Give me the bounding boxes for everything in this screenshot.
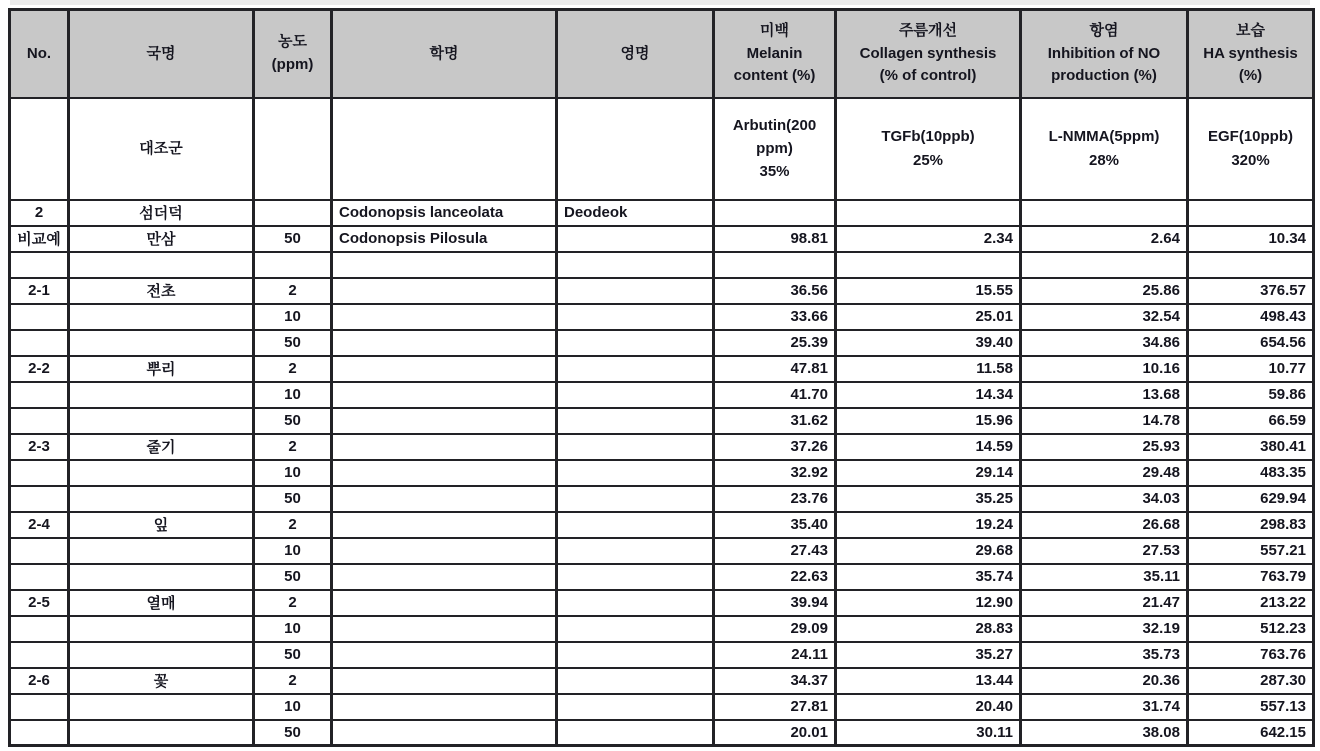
cell-text-line: 28% (1088, 151, 1120, 169)
cell-text-line: 25% (912, 151, 944, 169)
table-cell: 10 (254, 460, 332, 486)
table-cell: 섬더덕 (69, 200, 254, 226)
table-cell: 39.40 (836, 330, 1021, 356)
table-row (10, 590, 1314, 616)
table-cell (10, 408, 69, 434)
table-cell: 2 (254, 356, 332, 382)
table-row (10, 486, 1314, 512)
table-cell: 10 (254, 382, 332, 408)
table-cell: 25.86 (1021, 278, 1188, 304)
control-cell (254, 98, 332, 200)
table-cell: 10.16 (1021, 356, 1188, 382)
cell-text-line: 국명 (146, 44, 176, 62)
column-header-no (10, 10, 69, 98)
table-cell: 36.56 (714, 278, 836, 304)
table-cell: 2.34 (836, 226, 1021, 252)
table-cell: 98.81 (714, 226, 836, 252)
table-cell (332, 434, 557, 460)
cropped-row-strip (10, 0, 1310, 5)
table-cell (557, 486, 714, 512)
table-cell: 2-2 (10, 356, 69, 382)
table-cell: 498.43 (1188, 304, 1314, 330)
cell-text-line: No. (26, 44, 52, 62)
table-cell (1188, 200, 1314, 226)
table-cell: 763.76 (1188, 642, 1314, 668)
cell-text-line: 영명 (620, 44, 650, 62)
cell-text-line: L-NMMA(5ppm) (1048, 128, 1160, 146)
table-cell: 25.39 (714, 330, 836, 356)
table-cell (10, 538, 69, 564)
table-cell: Deodeok (557, 200, 714, 226)
table-cell: 23.76 (714, 486, 836, 512)
column-header-whitening (714, 10, 836, 98)
control-cell (10, 98, 69, 200)
table-cell (332, 668, 557, 694)
cell-text-line: 학명 (429, 44, 459, 62)
table-cell: 2 (254, 434, 332, 460)
table-cell (332, 642, 557, 668)
table-cell (557, 616, 714, 642)
table-cell: 35.27 (836, 642, 1021, 668)
table-cell (254, 200, 332, 226)
table-cell (10, 330, 69, 356)
table-row (10, 382, 1314, 408)
table-cell: 50 (254, 720, 332, 746)
table-cell (332, 616, 557, 642)
table-cell: 38.08 (1021, 720, 1188, 746)
table-cell (69, 694, 254, 720)
table-cell (332, 304, 557, 330)
table-cell (10, 694, 69, 720)
table-cell: 2-3 (10, 434, 69, 460)
table-cell: 2 (10, 200, 69, 226)
table-cell (557, 694, 714, 720)
cell-text-line: (%) (1238, 67, 1263, 84)
control-cell (714, 98, 836, 200)
table-row (10, 694, 1314, 720)
table-cell (836, 200, 1021, 226)
cell-text-line: HA synthesis (1203, 44, 1298, 62)
table-row (10, 408, 1314, 434)
table-cell: 33.66 (714, 304, 836, 330)
table-row (10, 564, 1314, 590)
table-cell: 13.44 (836, 668, 1021, 694)
table-cell: 287.30 (1188, 668, 1314, 694)
table-cell: 35.73 (1021, 642, 1188, 668)
table-cell: 10 (254, 538, 332, 564)
table-cell: 557.21 (1188, 538, 1314, 564)
table-cell: 47.81 (714, 356, 836, 382)
table-cell (714, 252, 836, 278)
table-cell (557, 382, 714, 408)
table-cell (10, 486, 69, 512)
table-cell: 29.48 (1021, 460, 1188, 486)
table-cell: 10 (254, 616, 332, 642)
table-cell: 10 (254, 304, 332, 330)
table-cell: 20.40 (836, 694, 1021, 720)
table-cell: 10.34 (1188, 226, 1314, 252)
table-cell: 2 (254, 512, 332, 538)
table-cell: 전초 (69, 278, 254, 304)
table-cell: 298.83 (1188, 512, 1314, 538)
table-cell (10, 304, 69, 330)
table-cell: 557.13 (1188, 694, 1314, 720)
table-cell: 11.58 (836, 356, 1021, 382)
table-cell (557, 564, 714, 590)
column-header-moisturizing (1188, 10, 1314, 98)
table-cell (1188, 252, 1314, 278)
table-cell (332, 564, 557, 590)
table-cell: Codonopsis lanceolata (332, 200, 557, 226)
table-cell: 32.19 (1021, 616, 1188, 642)
cell-text-line: Arbutin(200 (732, 116, 817, 134)
table-cell (332, 278, 557, 304)
table-cell (557, 642, 714, 668)
header-row (10, 10, 1314, 98)
cell-text-line: production (%) (1051, 67, 1157, 84)
table-cell (10, 642, 69, 668)
cell-text-line: 35% (759, 163, 790, 181)
control-cell (1188, 98, 1314, 200)
table-cell: 41.70 (714, 382, 836, 408)
table-cell: 32.92 (714, 460, 836, 486)
table-row (10, 330, 1314, 356)
table-cell: 14.78 (1021, 408, 1188, 434)
table-cell (69, 486, 254, 512)
table-cell (714, 200, 836, 226)
table-cell: 35.25 (836, 486, 1021, 512)
table-cell (557, 512, 714, 538)
cell-text-line: (ppm) (271, 55, 314, 73)
cell-text-line: 항염 (1089, 22, 1119, 39)
table-cell: 376.57 (1188, 278, 1314, 304)
column-header-concentration (254, 10, 332, 98)
results-table-container (8, 8, 1315, 747)
table-cell (557, 590, 714, 616)
column-header-anti-inflammation (1021, 10, 1188, 98)
table-cell (69, 252, 254, 278)
table-cell: 2 (254, 278, 332, 304)
table-cell: 27.81 (714, 694, 836, 720)
table-cell: 22.63 (714, 564, 836, 590)
table-cell (69, 382, 254, 408)
table-row (10, 278, 1314, 304)
table-cell (69, 304, 254, 330)
table-cell: 2-4 (10, 512, 69, 538)
table-cell: 26.68 (1021, 512, 1188, 538)
column-header-scientific-name (332, 10, 557, 98)
table-cell: 24.11 (714, 642, 836, 668)
table-cell: 줄기 (69, 434, 254, 460)
table-cell (557, 538, 714, 564)
table-cell: 2-6 (10, 668, 69, 694)
cell-text-line: TGFb(10ppb) (881, 128, 975, 146)
table-cell: 20.01 (714, 720, 836, 746)
table-cell: 29.09 (714, 616, 836, 642)
table-cell (332, 252, 557, 278)
table-row (10, 200, 1314, 226)
control-cell (69, 98, 254, 200)
table-cell: 59.86 (1188, 382, 1314, 408)
table-cell: 14.34 (836, 382, 1021, 408)
control-cell (836, 98, 1021, 200)
table-cell (69, 460, 254, 486)
results-table (8, 8, 1315, 747)
table-cell: 2 (254, 590, 332, 616)
table-row (10, 720, 1314, 746)
table-cell: 25.01 (836, 304, 1021, 330)
table-cell: 213.22 (1188, 590, 1314, 616)
table-cell: 34.86 (1021, 330, 1188, 356)
table-row (10, 252, 1314, 278)
cell-text-line: 주름개선 (899, 22, 957, 39)
table-cell (557, 434, 714, 460)
table-cell (10, 616, 69, 642)
table-row (10, 226, 1314, 252)
cell-text-line: 대조군 (139, 139, 183, 157)
cell-text-line: 320% (1231, 151, 1270, 169)
cell-text-line: content (%) (733, 67, 816, 84)
table-cell (332, 512, 557, 538)
table-cell (557, 408, 714, 434)
table-cell (254, 252, 332, 278)
table-cell (10, 720, 69, 746)
table-cell (332, 382, 557, 408)
table-cell (332, 460, 557, 486)
table-cell: 50 (254, 486, 332, 512)
table-cell (69, 720, 254, 746)
table-row (10, 304, 1314, 330)
table-cell: 28.83 (836, 616, 1021, 642)
table-cell: 19.24 (836, 512, 1021, 538)
table-cell (332, 486, 557, 512)
cell-text-line: 보습 (1236, 22, 1265, 39)
table-cell: 12.90 (836, 590, 1021, 616)
table-cell (557, 356, 714, 382)
table-row (10, 356, 1314, 382)
table-cell (10, 252, 69, 278)
table-cell: 34.37 (714, 668, 836, 694)
cell-text-line: EGF(10ppb) (1208, 128, 1293, 146)
table-cell (557, 668, 714, 694)
table-cell: 629.94 (1188, 486, 1314, 512)
table-row (10, 616, 1314, 642)
table-cell (69, 616, 254, 642)
table-cell (557, 252, 714, 278)
table-cell: 512.23 (1188, 616, 1314, 642)
cell-text-line: Melanin (746, 44, 803, 62)
table-cell: 483.35 (1188, 460, 1314, 486)
table-row (10, 460, 1314, 486)
table-cell: 35.40 (714, 512, 836, 538)
table-cell: 31.74 (1021, 694, 1188, 720)
cell-text-line: 미백 (760, 22, 789, 39)
table-cell: 27.43 (714, 538, 836, 564)
column-header-english-name (557, 10, 714, 98)
table-cell: 21.47 (1021, 590, 1188, 616)
column-header-wrinkle (836, 10, 1021, 98)
table-cell: 열매 (69, 590, 254, 616)
table-cell: 35.74 (836, 564, 1021, 590)
table-cell (557, 330, 714, 356)
table-cell: 10 (254, 694, 332, 720)
table-cell: 꽃 (69, 668, 254, 694)
table-cell (557, 304, 714, 330)
table-cell (557, 226, 714, 252)
table-cell: 35.11 (1021, 564, 1188, 590)
table-cell (557, 278, 714, 304)
table-cell: 50 (254, 564, 332, 590)
table-cell (836, 252, 1021, 278)
table-cell (10, 460, 69, 486)
table-cell: 2.64 (1021, 226, 1188, 252)
table-cell: 2 (254, 668, 332, 694)
table-cell: 50 (254, 330, 332, 356)
table-cell (332, 590, 557, 616)
table-cell: 2-1 (10, 278, 69, 304)
table-cell: 30.11 (836, 720, 1021, 746)
table-cell: 20.36 (1021, 668, 1188, 694)
table-cell: 654.56 (1188, 330, 1314, 356)
table-cell (557, 720, 714, 746)
table-cell (10, 564, 69, 590)
control-cell (1021, 98, 1188, 200)
table-cell (332, 694, 557, 720)
table-row (10, 668, 1314, 694)
table-cell: 31.62 (714, 408, 836, 434)
table-cell: 15.55 (836, 278, 1021, 304)
control-row (10, 98, 1314, 200)
table-cell: 32.54 (1021, 304, 1188, 330)
table-cell: 50 (254, 642, 332, 668)
cell-text-line: Collagen synthesis (859, 44, 997, 62)
table-cell (332, 356, 557, 382)
table-cell (10, 382, 69, 408)
table-cell: 비교예 (10, 226, 69, 252)
cell-text-line: (% of control) (879, 67, 977, 84)
table-row (10, 538, 1314, 564)
table-cell: 잎 (69, 512, 254, 538)
cell-text-line: Inhibition of NO (1047, 44, 1161, 62)
table-cell: 37.26 (714, 434, 836, 460)
table-cell (332, 538, 557, 564)
table-row (10, 512, 1314, 538)
control-cell (557, 98, 714, 200)
cell-text-line: 농도 (278, 33, 307, 51)
table-cell (557, 460, 714, 486)
table-cell: 13.68 (1021, 382, 1188, 408)
table-cell: 29.68 (836, 538, 1021, 564)
table-cell: 39.94 (714, 590, 836, 616)
table-cell (69, 408, 254, 434)
table-cell (332, 408, 557, 434)
table-cell: 25.93 (1021, 434, 1188, 460)
table-cell: 34.03 (1021, 486, 1188, 512)
table-cell (1021, 200, 1188, 226)
table-cell (332, 330, 557, 356)
table-cell (69, 538, 254, 564)
table-cell (69, 330, 254, 356)
table-row (10, 642, 1314, 668)
table-cell (69, 564, 254, 590)
control-cell (332, 98, 557, 200)
cell-text-line: ppm) (756, 139, 793, 157)
table-cell: 2-5 (10, 590, 69, 616)
column-header-korean-name (69, 10, 254, 98)
table-cell (332, 720, 557, 746)
table-cell: 50 (254, 226, 332, 252)
table-cell: 뿌리 (69, 356, 254, 382)
table-cell: 66.59 (1188, 408, 1314, 434)
table-cell: 29.14 (836, 460, 1021, 486)
table-cell: 50 (254, 408, 332, 434)
table-cell (69, 642, 254, 668)
table-cell: 642.15 (1188, 720, 1314, 746)
table-cell: 15.96 (836, 408, 1021, 434)
table-cell: 10.77 (1188, 356, 1314, 382)
table-cell: 만삼 (69, 226, 254, 252)
table-row (10, 434, 1314, 460)
table-cell: 763.79 (1188, 564, 1314, 590)
table-cell: Codonopsis Pilosula (332, 226, 557, 252)
table-cell: 14.59 (836, 434, 1021, 460)
table-cell (1021, 252, 1188, 278)
table-cell: 27.53 (1021, 538, 1188, 564)
table-cell: 380.41 (1188, 434, 1314, 460)
